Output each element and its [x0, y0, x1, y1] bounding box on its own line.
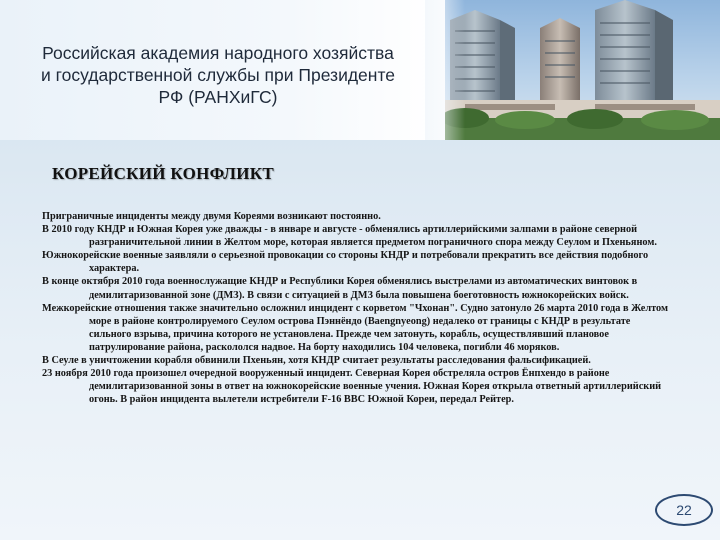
organization-title-line: РФ (РАНХиГС)	[158, 87, 278, 107]
organization-title	[0, 42, 436, 108]
tower-right	[595, 0, 655, 105]
tower-middle	[540, 18, 580, 105]
paragraph: В 2010 году КНДР и Южная Корея уже дважды - в январе и августе - обменялись артиллерийскими залпами в районе северной разграничительной линии в Желтом море, которая является предметом пограничного спора между Сеулом и Пхеньяном.	[42, 224, 657, 249]
academy-building-photo	[445, 0, 720, 140]
paragraph: Южнокорейские военные заявляли о серьезной провокации со стороны КНДР и потребовали прекратить все действия подобного характера.	[42, 250, 649, 275]
organization-title-line: и государственной службы при Президенте	[41, 65, 395, 85]
slide-body	[42, 210, 674, 406]
photo-fade	[425, 0, 465, 140]
paragraph: В конце октября 2010 года военнослужащие КНДР и Республики Корея обменялись выстрелами из автоматических винтовок в демилитаризованной зоне (ДМЗ). В связи с ситуацией в ДМЗ была повышена боеготовность южнокорейских войск.	[42, 276, 638, 301]
paragraph: Приграничные инциденты между двумя Кореями возникают постоянно.	[42, 211, 381, 222]
paragraph: В Сеуле в уничтожении корабля обвинили Пхеньян, хотя КНДР считает результаты расследования фальсификацией.	[42, 355, 591, 367]
slide-title: КОРЕЙСКИЙ КОНФЛИКТ	[52, 164, 275, 183]
organization-title-line: Российская академия народного хозяйства	[42, 43, 394, 63]
page-number: 22	[655, 494, 713, 526]
academy-building-illustration	[445, 0, 720, 140]
paragraph: Межкорейские отношения также значительно осложнил инцидент с корветом "Чхонан". Судно затонуло 26 марта 2010 года в Желтом море в районе контролируемого Сеулом острова Пэннёндо (Baengnyeong) недалеко от границы с КНДР в результате сильного взрыва, причина которого не установлена. Прежде чем затонуть, корабль, осуществлявший плановое патрулирование района, раскололся надвое. На борту находились 104 человека, погибли 46 моряков.	[42, 302, 669, 353]
paragraph: 23 ноября 2010 года произошел очередной вооруженный инцидент. Северная Корея обстреляла остров Ёнпхендо в районе демилитаризованной зоны в ответ на южнокорейские военные учения. Южная Корея открыла ответный артиллерийский огонь. В район инцидента вылетели истребители F-16 ВВС Южной Кореи, передал Рейтер.	[42, 368, 662, 406]
